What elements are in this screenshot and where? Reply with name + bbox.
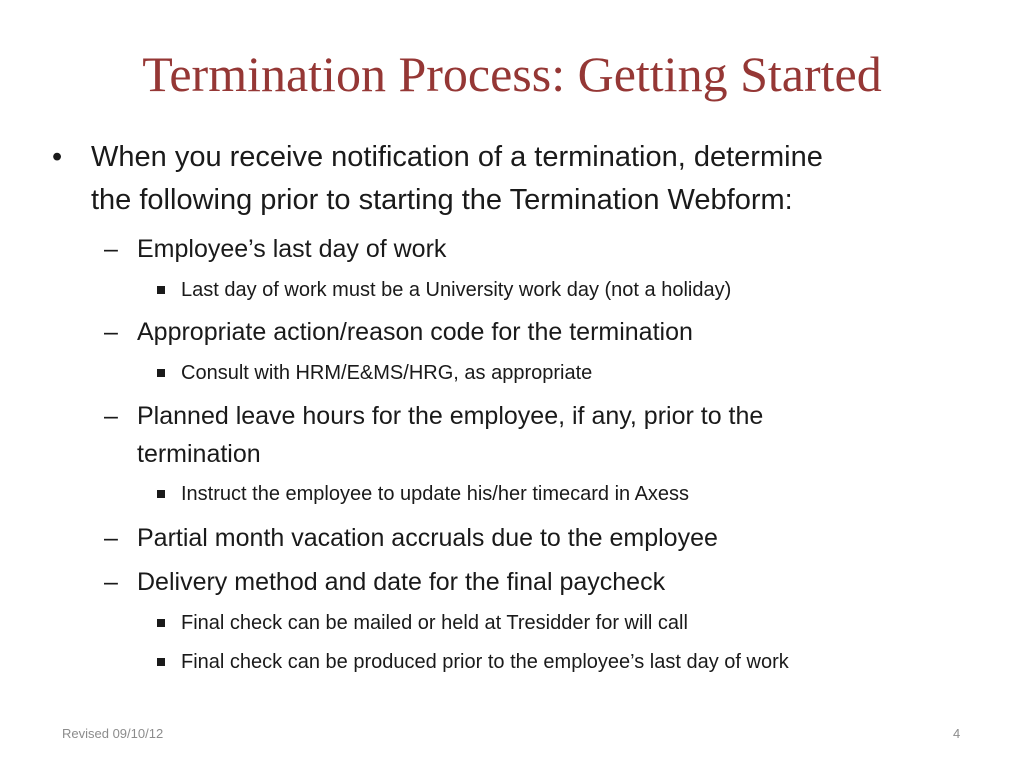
square-bullet-icon [157, 490, 165, 498]
detail-bullet-text: Instruct the employee to update his/her timecard in Axess [181, 483, 690, 505]
square-bullet-icon [157, 286, 165, 294]
square-bullet-icon [157, 658, 165, 666]
square-bullet-icon [157, 619, 165, 627]
bullet-dot-icon: • [52, 141, 63, 173]
detail-bullet-text: Last day of work must be a University work day (not a holiday) [181, 279, 732, 301]
detail-bullet-text: Final check can be produced prior to the employee’s last day of work [181, 651, 789, 673]
sub-bullet-text: Partial month vacation accruals due to the employee [137, 524, 718, 552]
detail-bullet-text: Consult with HRM/E&MS/HRG, as appropriate [181, 362, 593, 384]
bullet-text-line: When you receive notification of a termination, determine [91, 141, 823, 173]
bullet-text-line: the following prior to starting the Termination Webform: [91, 184, 793, 216]
dash-bullet-icon: – [104, 318, 118, 346]
dash-bullet-icon: – [104, 524, 118, 552]
sub-bullet-text: termination [137, 440, 261, 468]
sub-bullet-text: Employee’s last day of work [137, 235, 447, 263]
sub-bullet-text: Delivery method and date for the final paycheck [137, 568, 666, 596]
sub-bullet-text: Appropriate action/reason code for the termination [137, 318, 693, 346]
slide-title: Termination Process: Getting Started [142, 46, 882, 102]
revised-date-footer: Revised 09/10/12 [62, 726, 164, 741]
detail-bullet-text: Final check can be mailed or held at Tresidder for will call [181, 612, 688, 634]
dash-bullet-icon: – [104, 568, 118, 596]
dash-bullet-icon: – [104, 402, 118, 430]
dash-bullet-icon: – [104, 235, 118, 263]
page-number: 4 [953, 726, 961, 741]
sub-bullet-text: Planned leave hours for the employee, if any, prior to the [137, 402, 764, 430]
square-bullet-icon [157, 369, 165, 377]
